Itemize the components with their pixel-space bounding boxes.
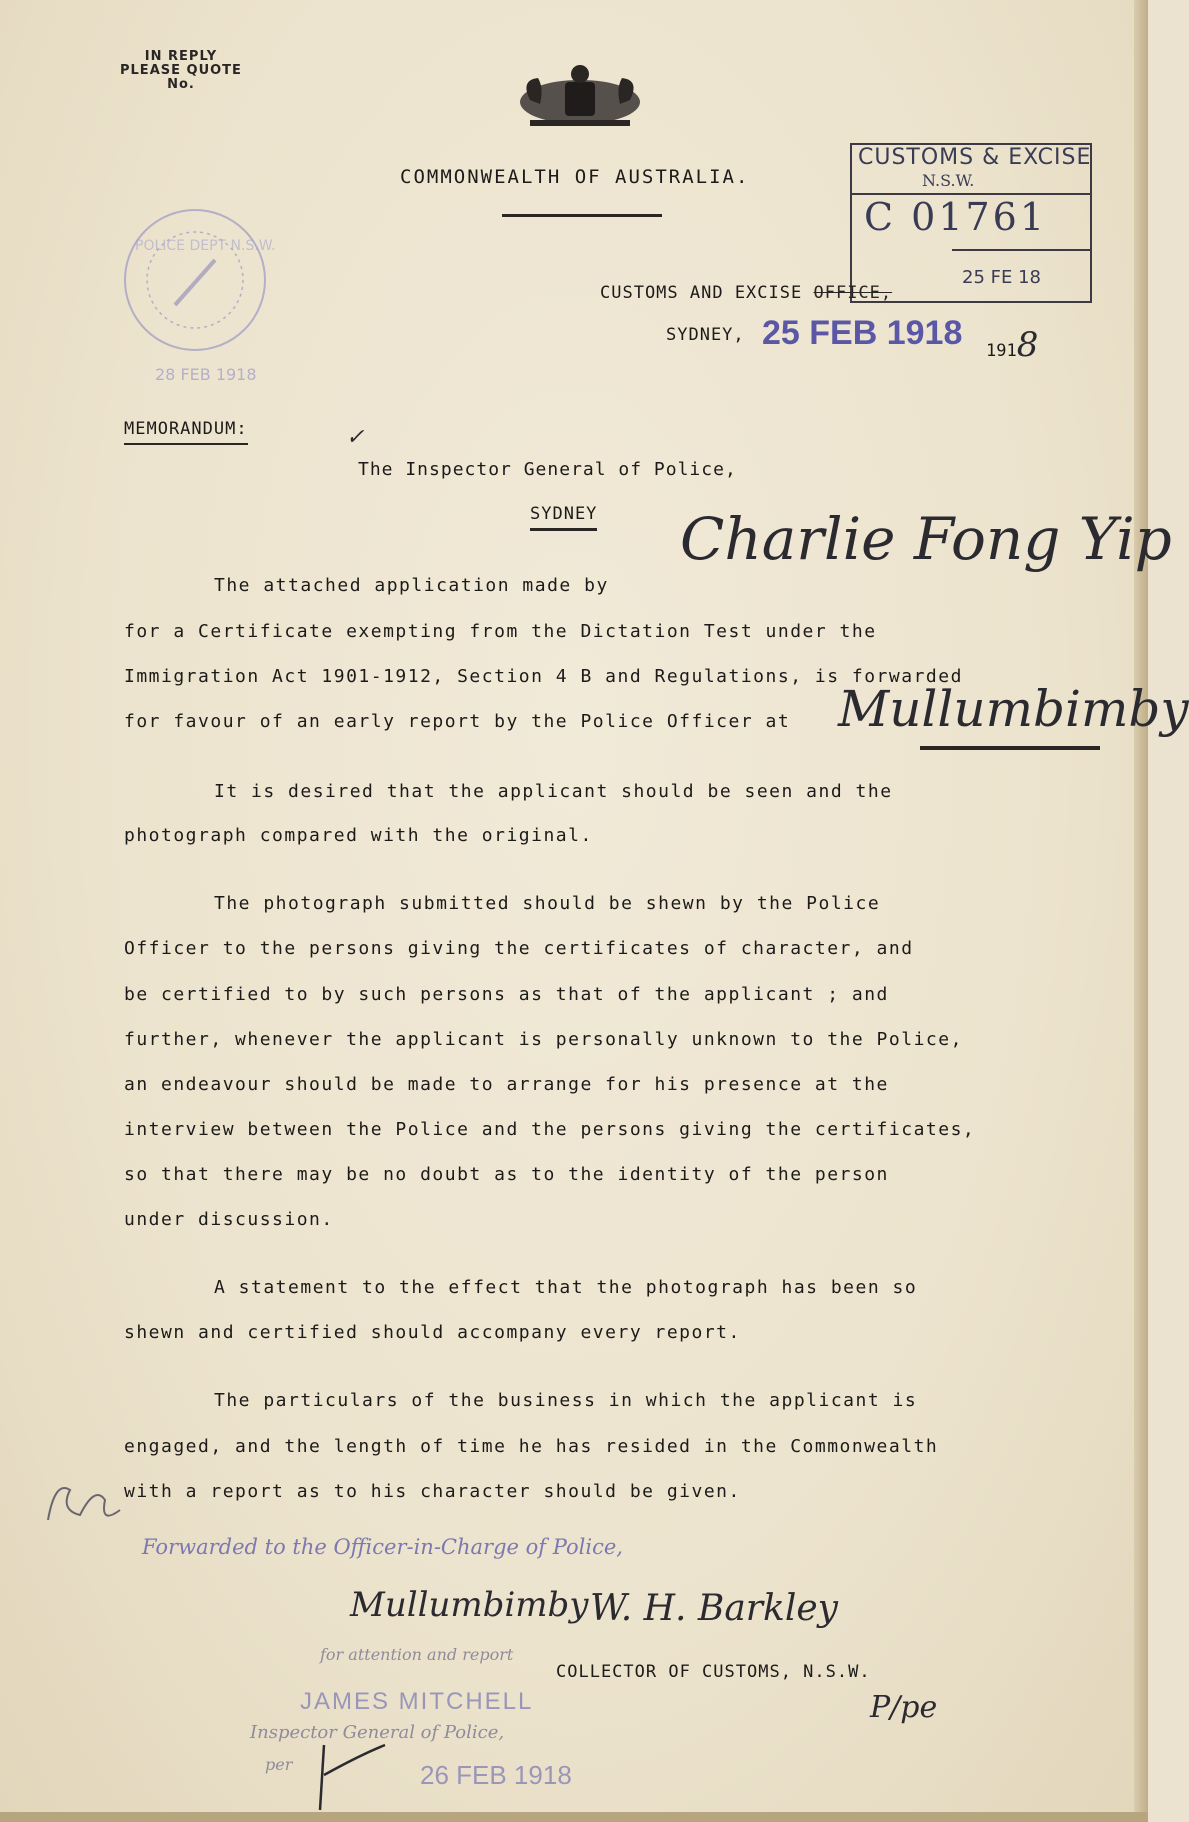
check-mark-icon: ✓ — [346, 425, 365, 450]
page-edge-bottom — [0, 1812, 1148, 1822]
year-prefix: 191 — [986, 341, 1017, 361]
police-department-round-stamp — [115, 180, 275, 390]
inspector-title-stamp: Inspector General of Police, — [250, 1722, 505, 1743]
customs-excise-stamp — [850, 143, 1092, 303]
applicant-name-handwritten: Charlie Fong Yip — [680, 505, 1172, 573]
body-line: with a report as to his character should be given. — [124, 1481, 741, 1502]
customs-stamp-divider-2 — [952, 249, 1090, 251]
body-line: The particulars of the business in which the applicant is — [214, 1390, 918, 1411]
memorandum-heading: MEMORANDUM: — [124, 419, 248, 445]
office-place: SYDNEY, — [666, 325, 745, 345]
body-line: an endeavour should be made to arrange for his presence at the — [124, 1074, 889, 1095]
customs-stamp-line-2: N.S.W. — [922, 171, 975, 190]
year-handwritten: 8 — [1016, 325, 1039, 365]
reply-line-3: No. — [167, 77, 195, 92]
office-line — [600, 283, 892, 303]
per-label: per — [265, 1755, 293, 1774]
police-stamp-text: POLICE DEPT N.S.W. — [135, 238, 276, 254]
body-line: for a Certificate exempting from the Dictation Test under the — [124, 621, 877, 642]
addressee-city: SYDNEY — [530, 504, 597, 531]
body-line: A statement to the effect that the photograph has been so — [214, 1277, 918, 1298]
body-line: Officer to the persons giving the certificates of character, and — [124, 938, 914, 959]
office-label: CUSTOMS AND EXCISE — [600, 283, 803, 303]
police-station-handwritten: Mullumbimby — [838, 680, 1189, 738]
handwritten-underline — [920, 746, 1100, 750]
collector-signature: W. H. Barkley — [590, 1588, 838, 1629]
customs-stamp-line-1: CUSTOMS & EXCISE — [858, 145, 1092, 170]
coat-of-arms-crest-icon — [510, 60, 650, 130]
body-line: further, whenever the applicant is personally unknown to the Police, — [124, 1029, 963, 1050]
page-edge-right — [1134, 0, 1148, 1822]
inspector-name-stamp: JAMES MITCHELL — [300, 1688, 534, 1715]
year-field — [986, 325, 1038, 365]
office-struck-word: OFFICE, — [813, 283, 893, 303]
body-line: The photograph submitted should be shewn by the Police — [214, 893, 881, 914]
body-line: for favour of an early report by the Police Officer at — [124, 711, 791, 732]
reply-line-1: IN REPLY — [144, 49, 218, 64]
body-line: so that there may be no doubt as to the identity of the person — [124, 1164, 889, 1185]
received-date-stamp: 25 FEB 1918 — [762, 314, 963, 352]
body-line: It is desired that the applicant should be seen and the — [214, 781, 893, 802]
handwritten-place: Mullumbimby — [350, 1585, 589, 1625]
body-line: Immigration Act 1901-1912, Section 4 B and Regulations, is forwarded — [124, 666, 963, 687]
body-line: photograph compared with the original. — [124, 825, 593, 846]
margin-initials-icon — [40, 1470, 130, 1540]
per-handwritten-initials: P/pe — [870, 1690, 938, 1725]
body-line: be certified to by such persons as that of the applicant ; and — [124, 984, 889, 1005]
police-stamp-date: 28 FEB 1918 — [155, 365, 257, 384]
customs-stamp-number: C 01761 — [864, 195, 1048, 239]
reply-line-2: PLEASE QUOTE — [120, 63, 242, 78]
title-underline — [502, 214, 662, 217]
inspector-date-stamp: 26 FEB 1918 — [420, 1760, 572, 1790]
reply-reference-block — [120, 50, 242, 92]
document-title: COMMONWEALTH OF AUSTRALIA. — [400, 166, 750, 188]
collector-title: COLLECTOR OF CUSTOMS, N.S.W. — [556, 1662, 871, 1682]
customs-stamp-date: 25 FE 18 — [962, 267, 1041, 288]
body-line: shewn and certified should accompany every report. — [124, 1322, 741, 1343]
body-line: under discussion. — [124, 1209, 334, 1230]
attention-note: for attention and report — [320, 1645, 514, 1664]
initial-signature-icon — [300, 1735, 390, 1815]
body-line: interview between the Police and the persons giving the certificates, — [124, 1119, 976, 1140]
forwarded-stamp: Forwarded to the Officer-in-Charge of Police, — [142, 1535, 623, 1559]
body-line: The attached application made by — [214, 575, 609, 596]
body-line: engaged, and the length of time he has resided in the Commonwealth — [124, 1436, 939, 1457]
addressee: The Inspector General of Police, — [358, 459, 737, 480]
